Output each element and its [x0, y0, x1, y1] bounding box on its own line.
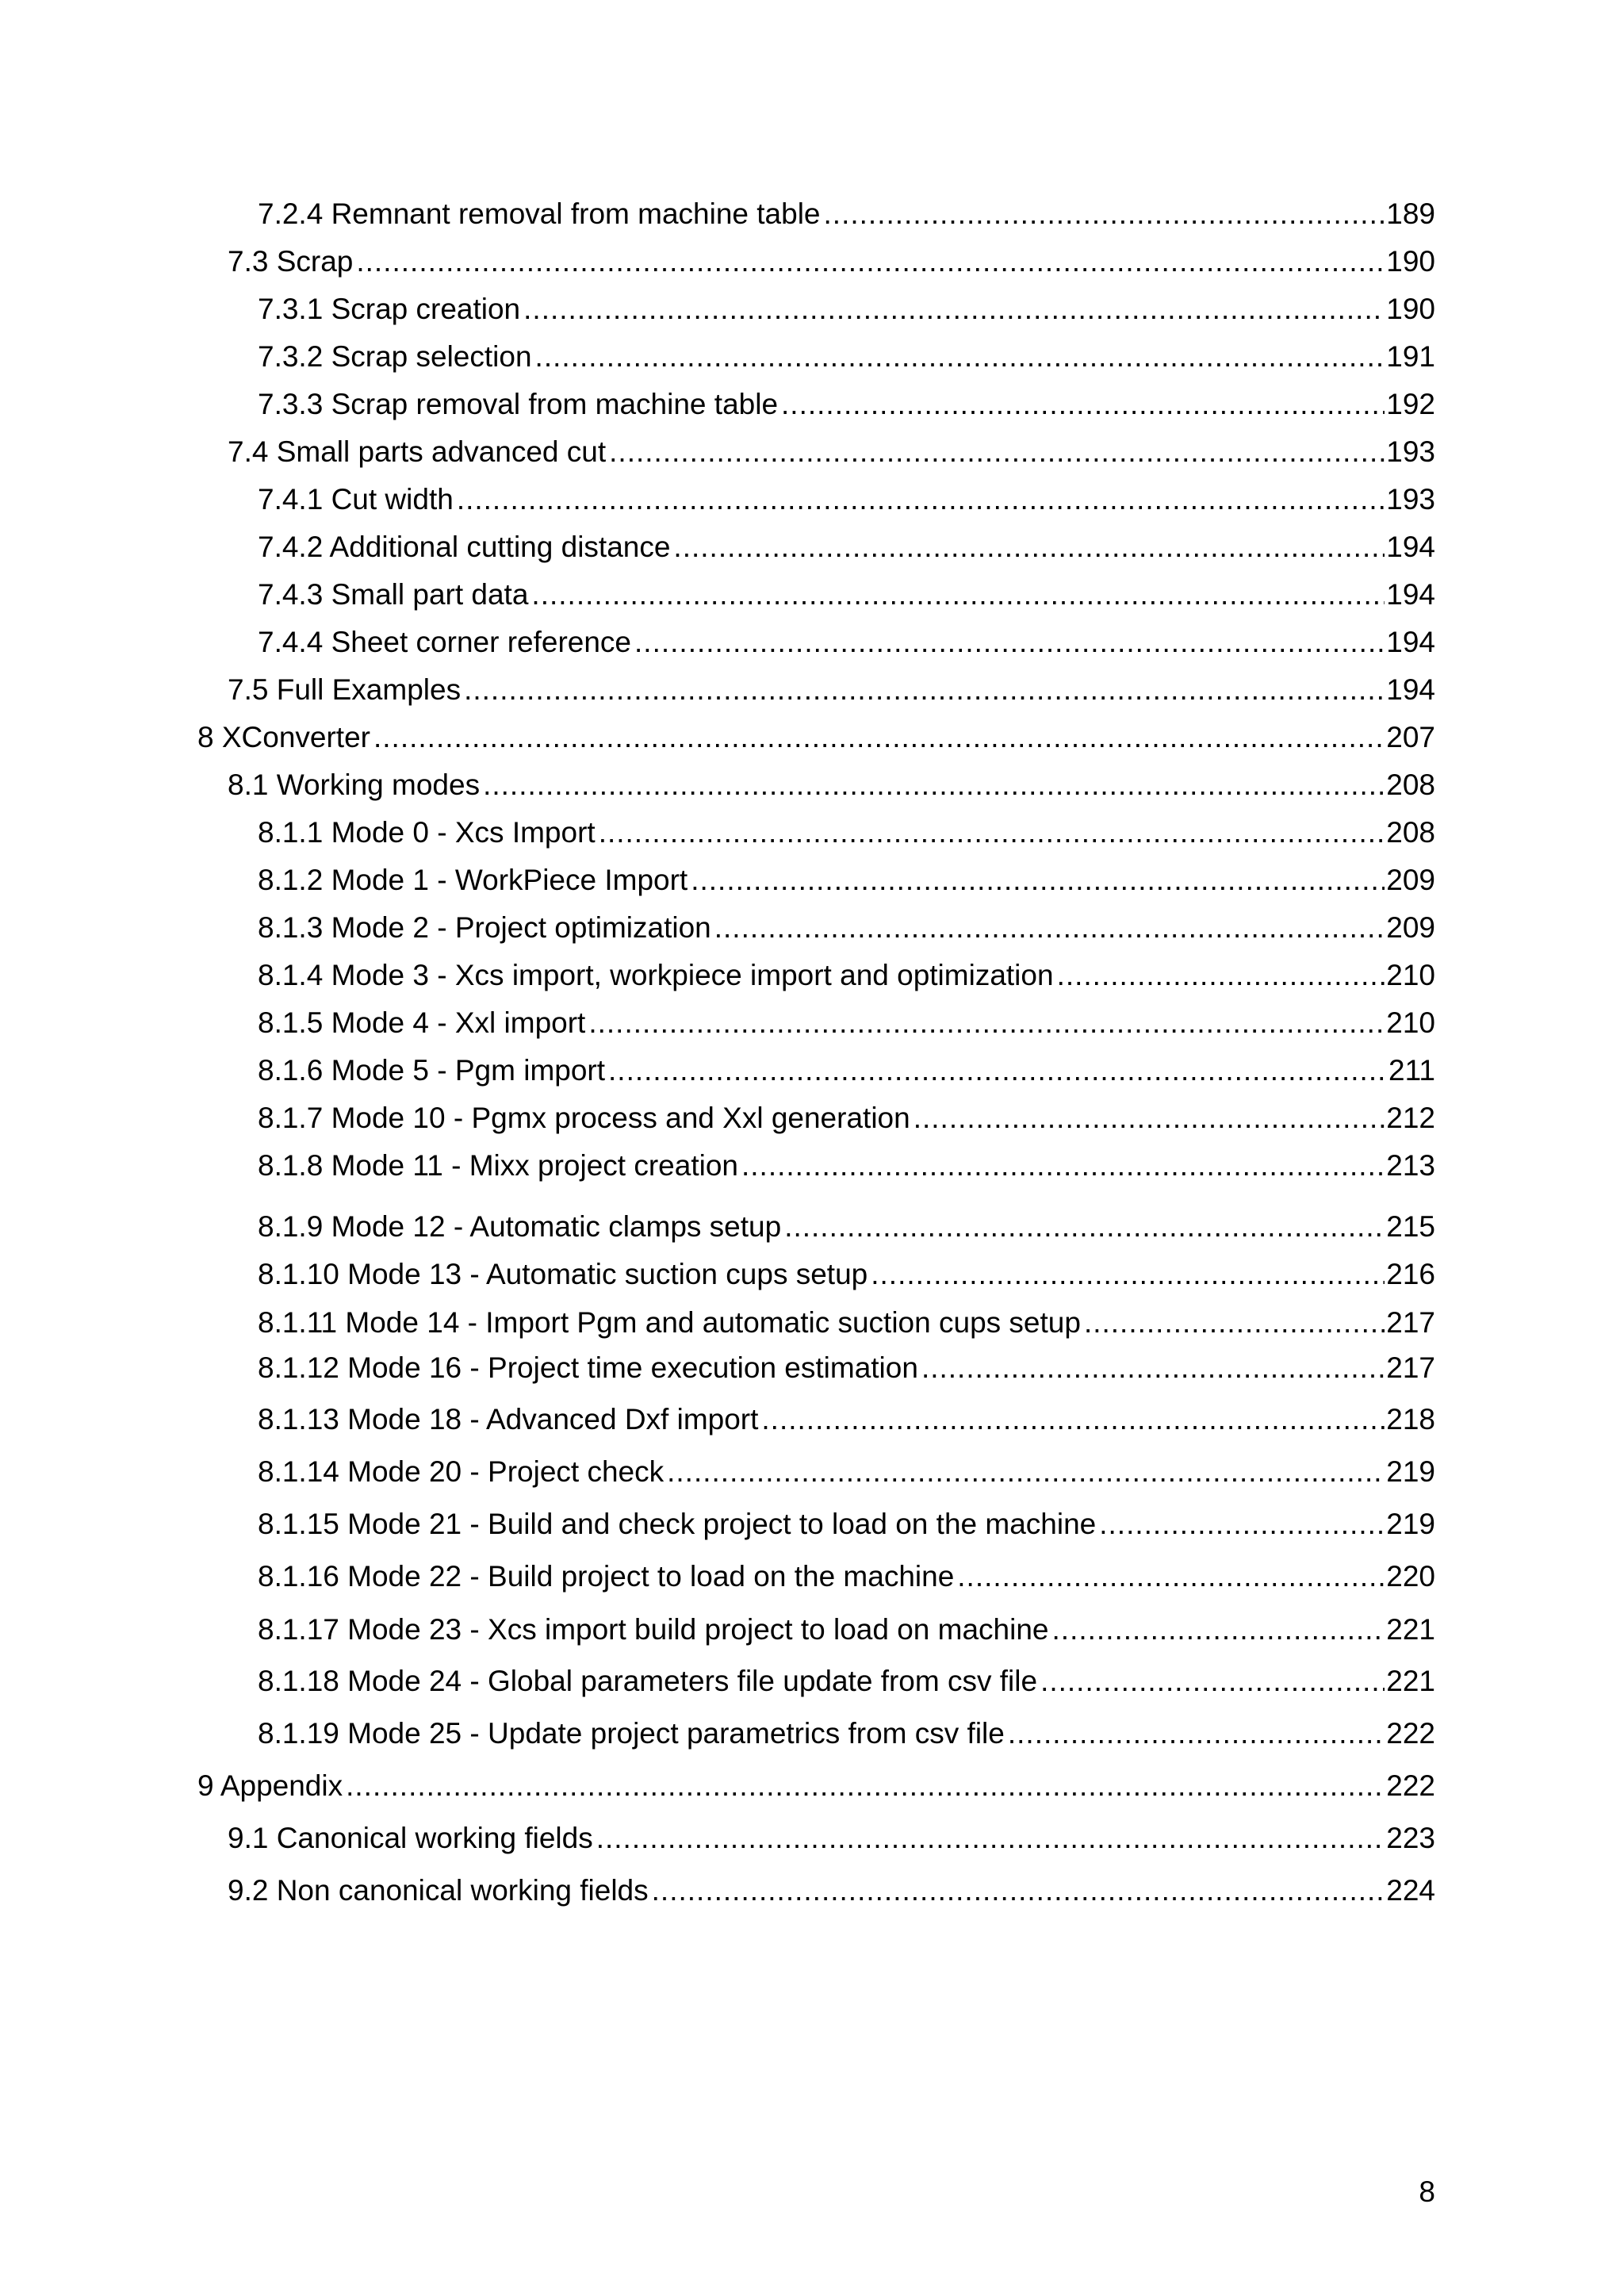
dot-leader [914, 1101, 1385, 1136]
toc-entry-title: 8.1.18 Mode 24 - Global parameters file update from csv file [258, 1665, 1038, 1697]
toc-entry[interactable] [258, 1096, 1435, 1136]
toc-entry-title: 7.3.1 Scrap creation [258, 293, 521, 325]
toc-entry[interactable] [197, 715, 1435, 755]
toc-entry[interactable] [258, 1397, 1435, 1437]
toc-entry[interactable] [197, 1764, 1435, 1803]
toc-entry-page: 216 [1386, 1258, 1435, 1290]
dot-leader [1040, 1664, 1385, 1699]
toc-entry-page: 218 [1386, 1403, 1435, 1435]
toc-entry[interactable] [228, 763, 1435, 803]
toc-entry-title: 8.1.10 Mode 13 - Automatic suction cups setup [258, 1258, 868, 1290]
toc-entry-title: 8.1.6 Mode 5 - Pgm import [258, 1054, 606, 1087]
toc-entry-title: 7.4.3 Small part data [258, 578, 529, 611]
toc-entry-title: 9 Appendix [197, 1769, 343, 1802]
toc-entry[interactable] [258, 1659, 1435, 1699]
dot-leader [871, 1257, 1385, 1292]
dot-leader [652, 1873, 1385, 1908]
toc-entry[interactable] [258, 1502, 1435, 1542]
dot-leader [741, 1148, 1385, 1183]
dot-leader [761, 1402, 1385, 1437]
toc-entry[interactable] [228, 1869, 1435, 1908]
toc-entry-page: 208 [1386, 769, 1435, 801]
toc-entry[interactable] [258, 620, 1435, 660]
dot-leader [673, 530, 1385, 565]
toc-entry[interactable] [258, 573, 1435, 612]
dot-leader [921, 1351, 1385, 1386]
toc-entry-title: 8.1.9 Mode 12 - Automatic clamps setup [258, 1210, 782, 1243]
dot-leader [373, 720, 1385, 755]
dot-leader [599, 815, 1385, 850]
toc-entry-page: 194 [1386, 626, 1435, 658]
toc-entry-page: 210 [1386, 959, 1435, 991]
toc-entry-title: 8.1.8 Mode 11 - Mixx project creation [258, 1149, 738, 1182]
toc-entry-title: 8.1.15 Mode 21 - Build and check project to load on the machine [258, 1508, 1097, 1540]
toc-entry-page: 194 [1386, 578, 1435, 611]
toc-entry[interactable] [228, 1816, 1435, 1856]
toc-entry-page: 212 [1386, 1102, 1435, 1134]
toc-entry-title: 7.4.1 Cut width [258, 483, 454, 516]
toc-entry-page: 194 [1386, 531, 1435, 563]
toc-entry[interactable] [228, 240, 1435, 279]
toc-entry-page: 217 [1386, 1306, 1435, 1339]
dot-leader [1052, 1612, 1385, 1647]
toc-entry-page: 221 [1386, 1665, 1435, 1697]
toc-entry-page: 207 [1386, 721, 1435, 753]
dot-leader [609, 435, 1385, 470]
toc-entry-page: 189 [1386, 197, 1435, 230]
toc-entry-title: 8.1.3 Mode 2 - Project optimization [258, 911, 711, 944]
toc-entry-page: 193 [1386, 483, 1435, 516]
toc-entry-page: 219 [1386, 1455, 1435, 1488]
toc-entry-page: 210 [1386, 1006, 1435, 1039]
toc-entry-title: 8.1.4 Mode 3 - Xcs import, workpiece import and optimization [258, 959, 1054, 991]
toc-entry-title: 7.3.2 Scrap selection [258, 340, 532, 373]
toc-entry-title: 7.5 Full Examples [228, 673, 462, 706]
toc-entry-title: 8.1.14 Mode 20 - Project check [258, 1455, 665, 1488]
toc-entry-title: 8.1.19 Mode 25 - Update project parametrics from csv file [258, 1717, 1005, 1750]
dot-leader [824, 197, 1385, 232]
page-number: 8 [1419, 2175, 1435, 2208]
toc-entry-title: 8.1.1 Mode 0 - Xcs Import [258, 816, 596, 849]
dot-leader [634, 625, 1385, 660]
toc-entry[interactable] [258, 1554, 1435, 1594]
toc-entry[interactable] [258, 1252, 1435, 1292]
toc-entry-page: 223 [1386, 1822, 1435, 1854]
toc-entry-page: 190 [1386, 293, 1435, 325]
toc-entry-page: 209 [1386, 911, 1435, 944]
toc-entry[interactable] [228, 668, 1435, 707]
toc-entry-page: 194 [1386, 673, 1435, 706]
toc-entry[interactable] [258, 953, 1435, 993]
toc-entry-page: 217 [1386, 1351, 1435, 1384]
dot-leader [523, 292, 1385, 327]
toc-entry[interactable] [258, 1450, 1435, 1489]
dot-leader [356, 244, 1385, 279]
toc-entry-title: 8.1.7 Mode 10 - Pgmx process and Xxl generation [258, 1102, 910, 1134]
dot-leader [346, 1769, 1385, 1803]
dot-leader [714, 910, 1385, 945]
toc-entry-title: 9.2 Non canonical working fields [228, 1874, 649, 1907]
toc-entry-title: 8.1 Working modes [228, 769, 481, 801]
toc-entry-page: 221 [1386, 1613, 1435, 1646]
toc-entry-page: 213 [1386, 1149, 1435, 1182]
dot-leader [531, 577, 1385, 612]
dot-leader [957, 1559, 1385, 1594]
dot-leader [608, 1053, 1387, 1088]
toc-entry-title: 8.1.5 Mode 4 - Xxl import [258, 1006, 586, 1039]
toc-entry-page: 193 [1386, 435, 1435, 468]
dot-leader [1084, 1305, 1385, 1340]
toc-entry-title: 8.1.12 Mode 16 - Project time execution estimation [258, 1351, 918, 1384]
toc-entry[interactable] [258, 1001, 1435, 1041]
toc-entry-page: 215 [1386, 1210, 1435, 1243]
toc-entry-title: 7.3.3 Scrap removal from machine table [258, 388, 779, 420]
toc-entry-title: 7.4.2 Additional cutting distance [258, 531, 671, 563]
toc-entry-title: 8.1.16 Mode 22 - Build project to load on the machine [258, 1560, 955, 1593]
dot-leader [1099, 1507, 1385, 1542]
toc-entry-page: 220 [1386, 1560, 1435, 1593]
toc-entry[interactable] [258, 906, 1435, 945]
toc-entry[interactable] [258, 1711, 1435, 1751]
toc-entry[interactable] [258, 335, 1435, 374]
toc-entry[interactable] [258, 1048, 1435, 1088]
toc-entry-page: 222 [1386, 1769, 1435, 1802]
toc-entry[interactable] [258, 477, 1435, 517]
toc-entry-title: 9.1 Canonical working fields [228, 1822, 593, 1854]
toc-entry-title: 8.1.2 Mode 1 - WorkPiece Import [258, 864, 688, 896]
toc-entry[interactable] [258, 1144, 1435, 1183]
toc-entry-page: 208 [1386, 816, 1435, 849]
dot-leader [588, 1006, 1385, 1041]
dot-leader [1008, 1716, 1385, 1751]
dot-leader [483, 768, 1385, 803]
toc-entry-title: 7.4 Small parts advanced cut [228, 435, 607, 468]
toc-entry-page: 190 [1386, 245, 1435, 278]
toc-entry-title: 8 XConverter [197, 721, 370, 753]
toc-entry-page: 219 [1386, 1508, 1435, 1540]
toc-entry[interactable] [258, 1301, 1435, 1340]
toc-entry[interactable] [258, 192, 1435, 232]
toc-entry-title: 7.4.4 Sheet corner reference [258, 626, 632, 658]
toc-entry[interactable] [258, 287, 1435, 327]
toc-entry-page: 224 [1386, 1874, 1435, 1907]
dot-leader [596, 1821, 1385, 1856]
toc-entry[interactable] [258, 1608, 1435, 1647]
dot-leader [781, 387, 1385, 422]
toc-entry-title: 7.3 Scrap [228, 245, 354, 278]
toc-entry-page: 192 [1386, 388, 1435, 420]
toc-entry[interactable] [258, 1346, 1435, 1386]
toc-entry-title: 7.2.4 Remnant removal from machine table [258, 197, 821, 230]
dot-leader [667, 1455, 1385, 1489]
dot-leader [1057, 958, 1385, 993]
toc-entry[interactable] [258, 525, 1435, 565]
toc-entry-title: 8.1.11 Mode 14 - Import Pgm and automatic suction cups setup [258, 1306, 1081, 1339]
toc-entry-page: 211 [1388, 1054, 1435, 1087]
dot-leader [535, 339, 1385, 374]
toc-entry[interactable] [258, 1205, 1435, 1244]
toc-entry-page: 191 [1386, 340, 1435, 373]
toc-entry-title: 8.1.17 Mode 23 - Xcs import build project to load on machine [258, 1613, 1049, 1646]
toc-entry[interactable] [258, 858, 1435, 898]
toc-entry-page: 209 [1386, 864, 1435, 896]
toc-entry-title: 8.1.13 Mode 18 - Advanced Dxf import [258, 1403, 759, 1435]
dot-leader [457, 482, 1385, 517]
toc-entry[interactable] [228, 430, 1435, 470]
dot-leader [691, 863, 1385, 898]
toc-entry[interactable] [258, 382, 1435, 422]
toc-entry[interactable] [258, 811, 1435, 850]
dot-leader [464, 673, 1385, 707]
dot-leader [784, 1209, 1385, 1244]
toc-entry-page: 222 [1386, 1717, 1435, 1750]
